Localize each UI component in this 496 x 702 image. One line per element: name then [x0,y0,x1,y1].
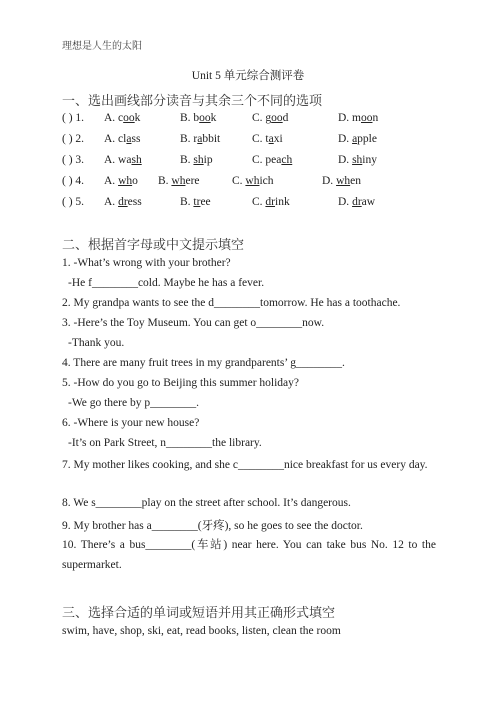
underlined-letters: oo [199,112,211,124]
underlined-letters: sh [352,154,363,166]
underlined-letters: a [126,133,132,145]
question-3-line-a: 3. -Here’s the Toy Museum. You can get o________now. [62,317,325,329]
underlined-letters: wh [245,175,260,187]
question-6-line-b: -It’s on Park Street, n________the library. [68,437,262,449]
option: C. which [232,175,274,187]
option: B. tree [180,196,211,208]
option: C. peach [252,154,293,166]
underlined-letters: a [268,133,274,145]
underlined-letters: sh [193,154,204,166]
question-3-line-b: -Thank you. [68,337,125,349]
question-5-line-b: -We go there by p________. [68,397,199,409]
underlined-letters: ch [281,154,293,166]
option: A. class [104,133,141,145]
answer-bracket: ( ) 3. [62,154,85,166]
option: C. taxi [252,133,283,145]
option: B. rabbit [180,133,221,145]
underlined-letters: a [352,133,358,145]
option: A. who [104,175,138,187]
underlined-letters: wh [336,175,351,187]
question-5-line-a: 5. -How do you go to Beijing this summer holiday? [62,377,300,389]
underlined-letters: oo [271,112,283,124]
answer-bracket: ( ) 5. [62,196,85,208]
option: D. when [322,175,361,187]
option: D. moon [338,112,379,124]
option: D. shiny [338,154,377,166]
question-1-line-a: 1. -What’s wrong with your brother? [62,257,231,269]
option: A. wash [104,154,142,166]
underlined-letters: dr [352,196,362,208]
underlined-letters: oo [361,112,373,124]
option: B. book [180,112,217,124]
section-3-heading: 三、选择合适的单词或短语并用其正确形式填空 [62,605,336,620]
underlined-letters: dr [265,196,276,208]
question-1-line-b: -He f________cold. Maybe he has a fever. [68,277,265,289]
underlined-letters: sh [131,154,142,166]
underlined-letters: wh [171,175,186,187]
question-6-line-a: 6. -Where is your new house? [62,417,200,429]
answer-bracket: ( ) 1. [62,112,85,124]
question-8: 8. We s________play on the street after school. It’s dangerous. [62,497,351,509]
answer-bracket: ( ) 2. [62,133,85,145]
underlined-letters: tr [193,196,201,208]
underlined-letters: a [197,133,203,145]
section-2-heading: 二、根据首字母或中文提示填空 [62,237,245,252]
underlined-letters: oo [123,112,135,124]
option: B. ship [180,154,213,166]
question-7: 7. My mother likes cooking, and she c________nice breakfast for us every day. [62,459,428,471]
question-2: 2. My grandpa wants to see the d________tomorrow. He has a toothache. [62,297,401,309]
answer-bracket: ( ) 4. [62,175,85,187]
option: A. cook [104,112,141,124]
word-bank: swim, have, shop, ski, eat, read books, listen, clean the room [62,625,341,637]
option: C. good [252,112,289,124]
option: D. draw [338,196,376,208]
question-10: 10. There’s a bus________(车站) near here. You can take bus No. 12 to the supermarket. [62,539,436,571]
section-1-heading: 一、选出画线部分读音与其余三个不同的选项 [62,93,323,108]
option: A. dress [104,196,142,208]
question-9: 9. My brother has a________(牙疼), so he goes to see the doctor. [62,520,363,532]
page-header: 理想是人生的太阳 [62,41,142,52]
option: D. apple [338,133,377,145]
underlined-letters: dr [118,196,128,208]
page-title: Unit 5 单元综合测评卷 [191,70,305,82]
option: B. where [158,175,200,187]
option: C. drink [252,196,290,208]
question-4: 4. There are many fruit trees in my grandparents’ g________. [62,357,345,369]
underlined-letters: wh [118,175,133,187]
